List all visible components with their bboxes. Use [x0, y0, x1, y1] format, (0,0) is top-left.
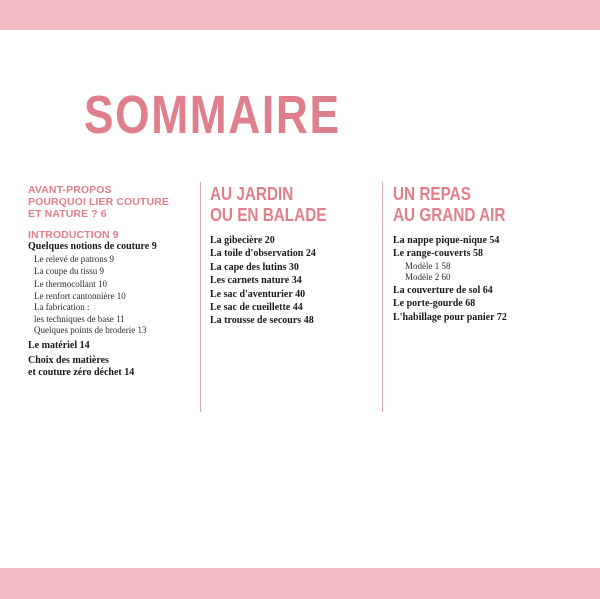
- toc-entry[interactable]: La couverture de sol 64: [393, 284, 493, 296]
- top-pink-band: [0, 0, 600, 30]
- toc-entry[interactable]: La nappe pique-nique 54: [393, 235, 500, 246]
- toc-subentry-model[interactable]: Modèle 2 60: [405, 272, 451, 283]
- page-title: SOMMAIRE: [84, 85, 341, 145]
- section-heading-line: AU JARDIN: [210, 184, 294, 204]
- avant-propos-heading[interactable]: [28, 184, 200, 220]
- toc-entry[interactable]: La toile d'observation 24: [210, 248, 316, 260]
- toc-entry[interactable]: La gibecière 20: [210, 235, 275, 246]
- toc-entry[interactable]: Le sac d'aventurier 40: [210, 288, 306, 300]
- introduction-heading[interactable]: INTRODUCTION 9: [28, 229, 119, 241]
- toc-subentry[interactable]: Quelques points de broderie 13: [34, 325, 147, 336]
- toc-entry-materiel[interactable]: Le matériel 14: [28, 339, 90, 351]
- toc-column-intro: [28, 184, 200, 379]
- toc-entry[interactable]: Le range-couverts 58: [393, 248, 483, 260]
- avant-propos-line: POURQUOI LIER COUTURE: [28, 196, 169, 208]
- toc-subentry-model[interactable]: Modèle 1 58: [405, 260, 451, 271]
- toc-entry[interactable]: Le sac de cueillette 44: [210, 302, 303, 314]
- toc-subentry[interactable]: La coupe du tissu 9: [34, 266, 104, 277]
- toc-subentry[interactable]: La fabrication :: [34, 302, 90, 313]
- column-divider-right: [382, 182, 383, 412]
- column-divider-left: [200, 182, 201, 412]
- section-heading-repas[interactable]: [393, 184, 593, 226]
- toc-subentry[interactable]: Le thermocollant 10: [34, 278, 107, 289]
- toc-subentry[interactable]: les techniques de base 11: [34, 313, 125, 324]
- bottom-pink-band: [0, 568, 600, 599]
- toc-entry[interactable]: L'habillage pour panier 72: [393, 311, 507, 323]
- section-heading-line: UN REPAS: [393, 184, 471, 204]
- toc-entry-notions[interactable]: Quelques notions de couture 9: [28, 241, 157, 252]
- toc-entry-choix-line[interactable]: et couture zéro déchet 14: [28, 366, 135, 378]
- toc-entry-choix-line[interactable]: Choix des matières: [28, 354, 109, 366]
- toc-entry[interactable]: La cape des lutins 30: [210, 261, 299, 273]
- avant-propos-line: ET NATURE ? 6: [28, 208, 107, 220]
- section-heading-line: AU GRAND AIR: [393, 205, 506, 225]
- toc-entry[interactable]: Les carnets nature 34: [210, 275, 302, 287]
- toc-subentry[interactable]: Le renfort cantonnière 10: [34, 290, 126, 301]
- toc-entry[interactable]: La trousse de secours 48: [210, 315, 314, 327]
- toc-subentry[interactable]: Le relevé de patrons 9: [34, 254, 114, 265]
- toc-column-repas: [393, 184, 593, 324]
- section-heading-jardin[interactable]: [210, 184, 380, 226]
- avant-propos-line: AVANT-PROPOS: [28, 184, 112, 196]
- toc-column-jardin: [210, 184, 380, 328]
- section-heading-line: OU EN BALADE: [210, 205, 327, 225]
- toc-entry[interactable]: Le porte-gourde 68: [393, 298, 476, 310]
